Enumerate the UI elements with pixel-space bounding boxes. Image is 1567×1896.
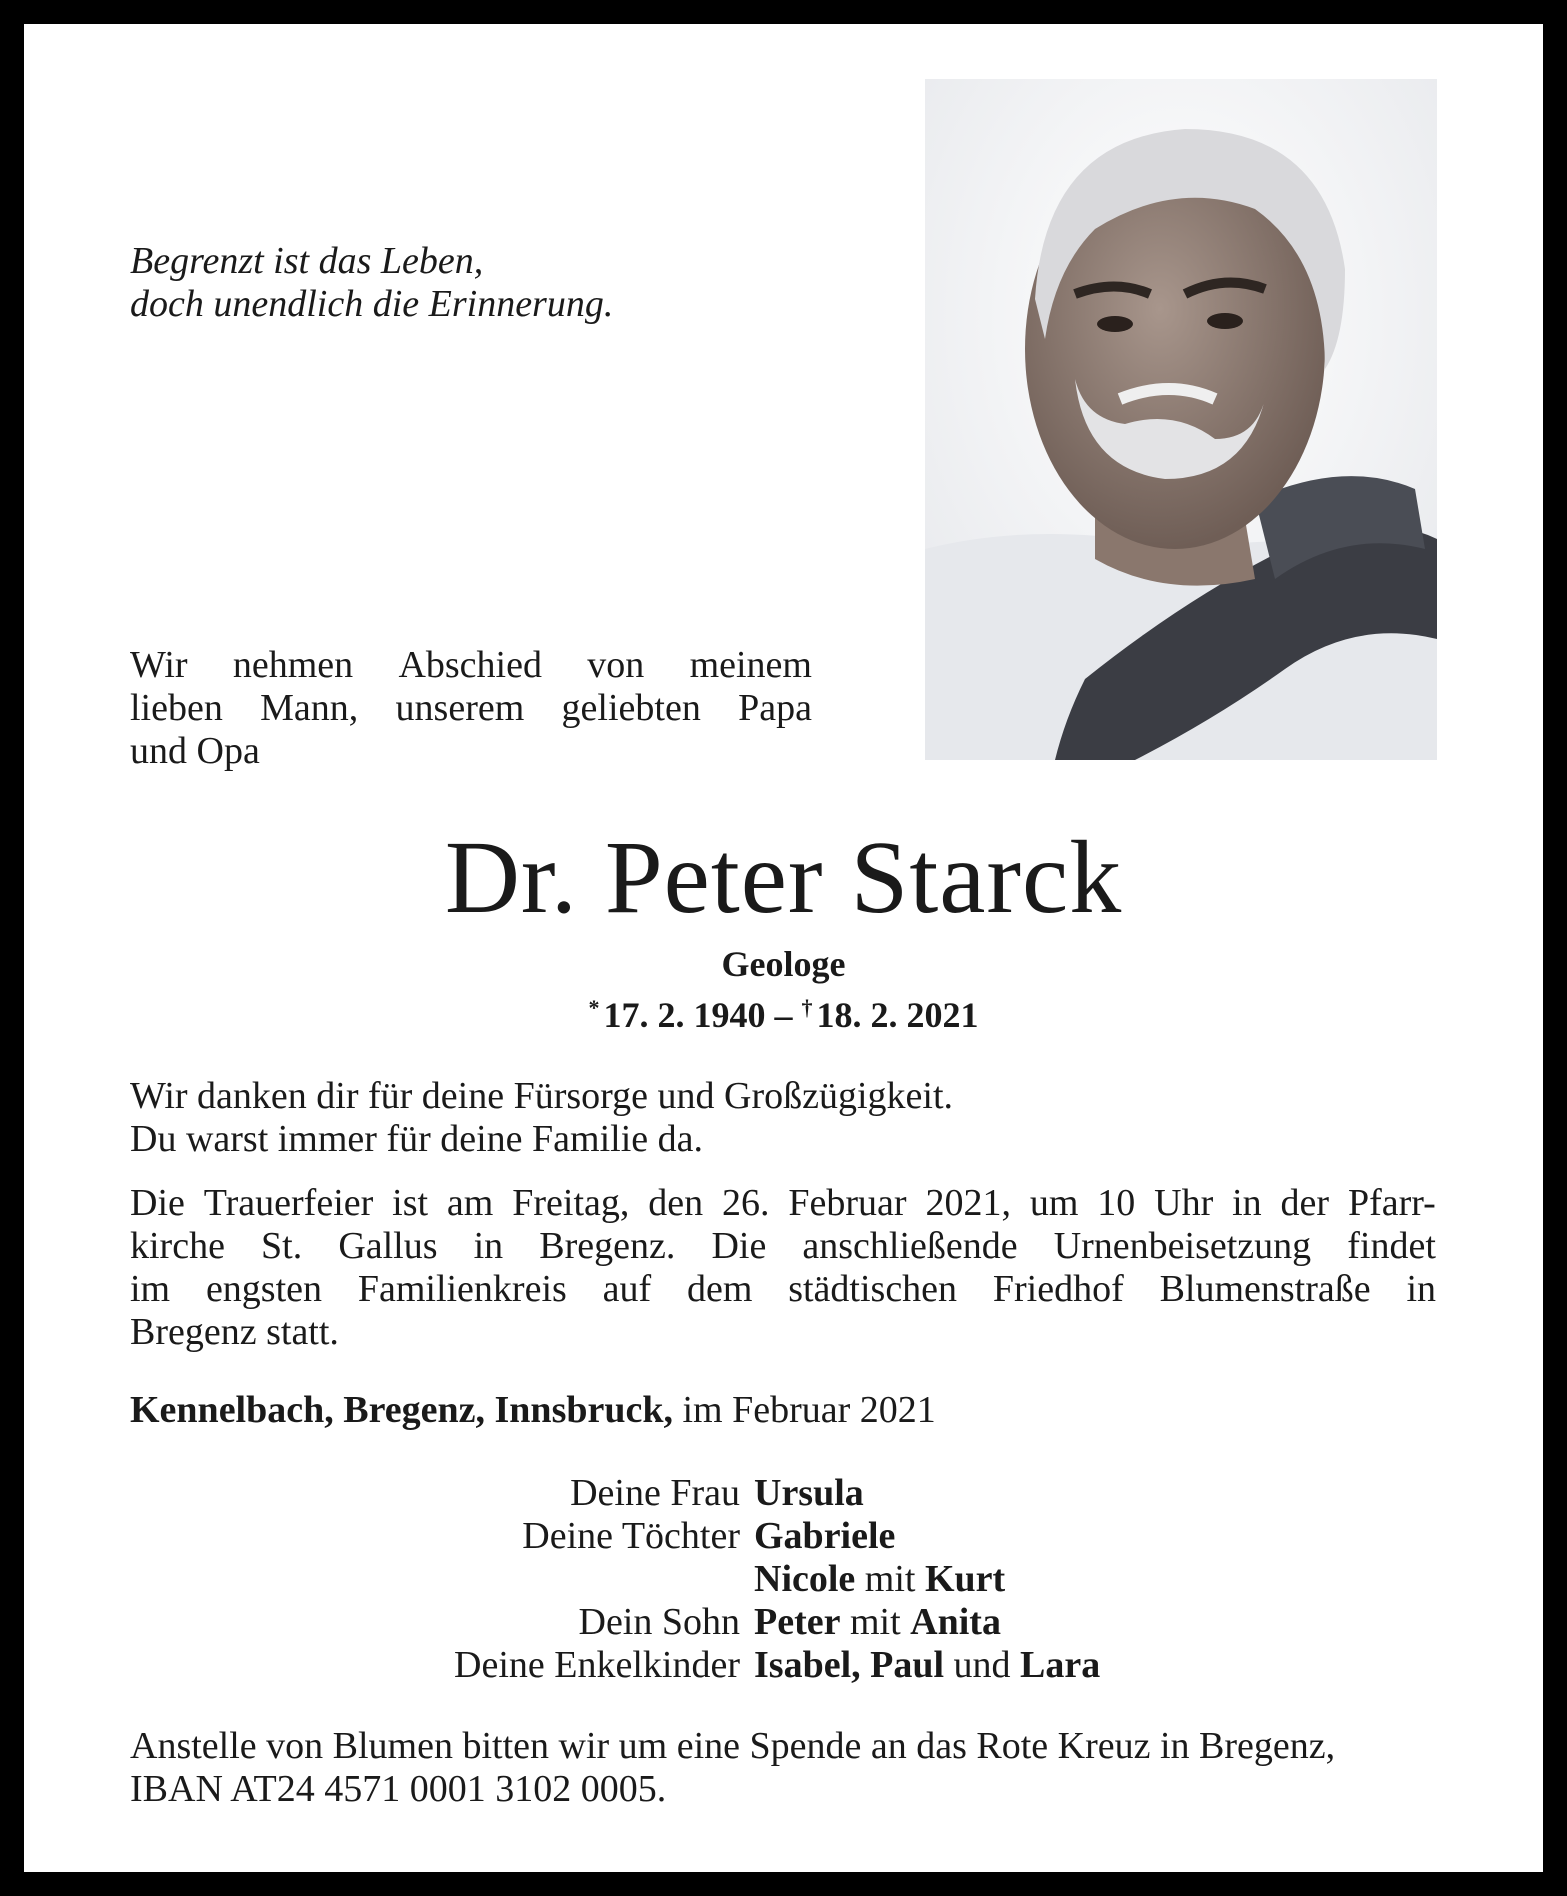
donation-line-1: Anstelle von Blumen bitten wir um eine Spende an das Rote Kreuz in Bregenz,: [130, 1725, 1336, 1767]
word: Die: [711, 1225, 767, 1267]
word: Die: [130, 1182, 185, 1224]
family-name: Isabel,: [754, 1644, 861, 1686]
family-list: [130, 1472, 1436, 1687]
family-name: Gabriele: [754, 1515, 896, 1557]
intro-line-3: und Opa: [130, 730, 260, 772]
ceremony-line-1: [130, 1182, 1436, 1225]
death-symbol: †: [801, 995, 813, 1020]
word: meinem: [689, 644, 812, 686]
word: dem: [686, 1268, 753, 1310]
place-date: im Februar 2021: [672, 1389, 936, 1431]
word: im: [130, 1268, 171, 1310]
donation-note: [130, 1725, 1436, 1811]
family-role: Dein Sohn: [578, 1601, 740, 1643]
thanks-paragraph: [130, 1075, 1436, 1161]
family-names: [740, 1472, 864, 1515]
word: nehmen: [232, 644, 354, 686]
word: Pfarr-: [1347, 1182, 1436, 1224]
family-name: Anita: [910, 1601, 1001, 1643]
birth-date: 17. 2. 1940: [603, 995, 766, 1035]
word: geliebten: [561, 687, 701, 729]
family-connector: mit: [840, 1601, 911, 1643]
deceased-profession: Geologe: [721, 944, 846, 984]
family-row-daughter-2: [130, 1558, 1436, 1601]
family-name: Lara: [1020, 1644, 1101, 1686]
date-separator: –: [774, 995, 793, 1035]
word: am: [446, 1182, 494, 1224]
portrait-photo-icon: [925, 79, 1437, 760]
word: ist: [392, 1182, 429, 1224]
intro-text: [130, 644, 812, 773]
word: den: [648, 1182, 704, 1224]
word: auf: [602, 1268, 652, 1310]
family-name: Ursula: [754, 1472, 864, 1514]
word: Wir: [130, 644, 188, 686]
word: anschließende: [802, 1225, 1018, 1267]
family-names: [740, 1644, 1100, 1687]
word: unserem: [395, 687, 525, 729]
family-connector: mit: [855, 1558, 925, 1600]
death-date: 18. 2. 2021: [816, 995, 979, 1035]
word: in: [473, 1225, 504, 1267]
family-role: Deine Töchter: [522, 1515, 740, 1557]
thanks-line-2: Du warst immer für deine Familie da.: [130, 1118, 704, 1160]
word: Mann,: [260, 687, 359, 729]
thanks-line-1: Wir danken dir für deine Fürsorge und Großzügigkeit.: [130, 1075, 954, 1117]
word: engsten: [205, 1268, 323, 1310]
word: Februar: [788, 1182, 907, 1224]
word: der: [1280, 1182, 1330, 1224]
ceremony-line-3: [130, 1268, 1436, 1311]
word: Bregenz.: [539, 1225, 676, 1267]
word: kirche: [130, 1225, 225, 1267]
word: findet: [1347, 1225, 1436, 1267]
word: Abschied: [398, 644, 542, 686]
family-row-wife: [130, 1472, 1436, 1515]
word: in: [1232, 1182, 1262, 1224]
quote-line-2: doch unendlich die Erinnerung.: [130, 283, 614, 325]
family-row-grandchildren: [130, 1644, 1436, 1687]
family-names: [740, 1601, 1001, 1644]
word: lieben: [130, 687, 223, 729]
family-names: [740, 1515, 895, 1558]
place-cities: Kennelbach, Bregenz, Innsbruck,: [130, 1389, 673, 1431]
word: Freitag,: [512, 1182, 630, 1224]
word: von: [587, 644, 645, 686]
ceremony-line-2: [130, 1225, 1436, 1268]
quote-line-1: Begrenzt ist das Leben,: [130, 240, 484, 282]
birth-symbol: *: [588, 995, 600, 1020]
deceased-name: Dr. Peter Starck: [444, 820, 1123, 935]
word: Uhr: [1154, 1182, 1214, 1224]
word: Trauerfeier: [203, 1182, 374, 1224]
place-and-date: [130, 1389, 1436, 1432]
word: Papa: [738, 687, 812, 729]
life-dates: [0, 986, 1567, 1037]
family-name: Nicole: [754, 1558, 856, 1600]
donation-iban: IBAN AT24 4571 0001 3102 0005.: [130, 1768, 667, 1810]
word: Urnenbeisetzung: [1053, 1225, 1312, 1267]
word: St.: [261, 1225, 303, 1267]
family-role: Deine Frau: [570, 1472, 740, 1514]
family-role: Deine Enkelkinder: [454, 1644, 740, 1686]
family-name: Paul: [860, 1644, 945, 1686]
ceremony-paragraph: [130, 1182, 1436, 1354]
family-connector: und: [944, 1644, 1021, 1686]
family-role-empty: [130, 1558, 740, 1601]
word: um: [1029, 1182, 1079, 1224]
word: Gallus: [338, 1225, 438, 1267]
portrait-photo: [925, 79, 1437, 760]
word: Friedhof: [992, 1268, 1124, 1310]
family-row-son: [130, 1601, 1436, 1644]
family-name: Kurt: [924, 1558, 1006, 1600]
epigraph-quote: [130, 240, 830, 326]
family-row-daughters: [130, 1515, 1436, 1558]
family-names: [740, 1558, 1005, 1601]
ceremony-line-4: Bregenz statt.: [130, 1311, 339, 1353]
word: Familienkreis: [357, 1268, 567, 1310]
word: 10: [1097, 1182, 1136, 1224]
family-name: Peter: [754, 1601, 841, 1643]
word: städtischen: [788, 1268, 958, 1310]
word: Blumenstraße: [1159, 1268, 1371, 1310]
word: in: [1406, 1268, 1436, 1310]
word: 26.: [722, 1182, 770, 1224]
intro-line-2: [130, 687, 812, 730]
word: 2021,: [925, 1182, 1011, 1224]
intro-line-1: [130, 644, 812, 687]
